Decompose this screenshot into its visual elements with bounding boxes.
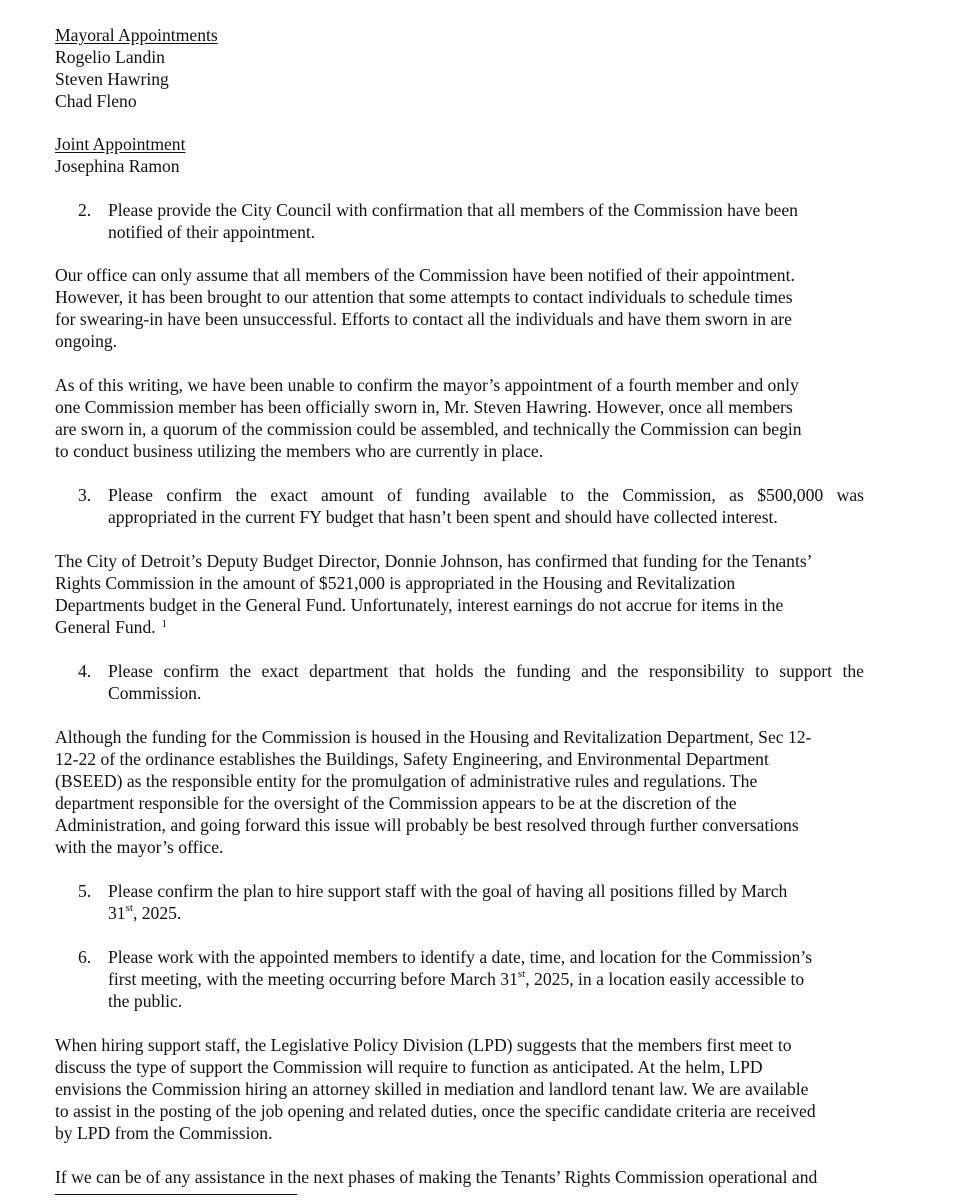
item-text-line: Commission. — [108, 683, 202, 703]
paragraph-line: Administration, and going forward this issue will probably be best resolved through further conversations — [55, 815, 799, 835]
mayoral-appointee-name: Rogelio Landin — [55, 47, 165, 67]
paragraph-line: 12-22 of the ordinance establishes the Buildings, Safety Engineering, and Environmental Department — [55, 749, 769, 769]
paragraph-line: If we can be of any assistance in the next phases of making the Tenants’ Rights Commission operational and — [55, 1167, 818, 1187]
item-text-line: appropriated in the current FY budget that hasn’t been spent and should have collected interest. — [108, 507, 778, 527]
paragraph-line: department responsible for the oversight of the Commission appears to be at the discretion of the — [55, 793, 737, 813]
paragraph-line-text: General Fund. — [55, 617, 156, 637]
item-number: 6. — [78, 947, 92, 967]
joint-appointment-heading: Joint Appointment — [55, 134, 186, 154]
paragraph-line: discuss the type of support the Commission will require to function as anticipated. At the helm, LPD — [55, 1057, 763, 1077]
item-number: 3. — [78, 485, 92, 505]
footnote-separator-rule — [55, 1194, 297, 1195]
paragraph-line: However, it has been brought to our attention that some attempts to contact individuals to schedule times — [55, 287, 793, 307]
item-text-line — [108, 968, 804, 990]
ordinal-suffix: st — [517, 968, 526, 981]
item-number: 5. — [78, 881, 92, 901]
item-text-line: Please confirm the plan to hire support staff with the goal of having all positions filled by March — [108, 881, 788, 901]
paragraph-line: for swearing-in have been unsuccessful. Efforts to contact all the individuals and have them sworn in are — [55, 309, 792, 329]
item-number: 2. — [78, 200, 92, 220]
mayoral-appointments-heading: Mayoral Appointments — [55, 25, 218, 45]
item-text-segment: , 2025, in a location easily accessible to — [525, 969, 805, 989]
paragraph-line: As of this writing, we have been unable to confirm the mayor’s appointment of a fourth member and only — [55, 375, 799, 395]
paragraph-line-with-footnote — [55, 616, 167, 641]
item-text-line — [108, 902, 181, 924]
paragraph-line: Rights Commission in the amount of $521,000 is appropriated in the Housing and Revitalization — [55, 573, 736, 593]
paragraph-line: to assist in the posting of the job opening and related duties, once the specific candidate criteria are received — [55, 1101, 816, 1121]
paragraph-line: one Commission member has been officially sworn in, Mr. Steven Hawring. However, once all members — [55, 397, 793, 417]
paragraph-line: Our office can only assume that all members of the Commission have been notified of their appointment. — [55, 265, 795, 285]
paragraph-line: When hiring support staff, the Legislative Policy Division (LPD) suggests that the members first meet to — [55, 1035, 792, 1055]
item-text-segment: 31 — [108, 903, 126, 923]
mayoral-appointee-name: Steven Hawring — [55, 69, 169, 89]
paragraph-line: envisions the Commission hiring an attorney skilled in mediation and landlord tenant law. We are available — [55, 1079, 809, 1099]
joint-appointee-name: Josephina Ramon — [55, 156, 180, 176]
mayoral-appointee-name: Chad Fleno — [55, 91, 137, 109]
paragraph-line: Departments budget in the General Fund. Unfortunately, interest earnings do not accrue for items in the — [55, 595, 784, 615]
paragraph-line: to conduct business utilizing the members who are currently in place. — [55, 441, 544, 461]
paragraph-line: with the mayor’s office. — [55, 837, 224, 857]
paragraph-line: by LPD from the Commission. — [55, 1123, 273, 1143]
footnote-reference: 1 — [161, 618, 168, 630]
item-text-segment: first meeting, with the meeting occurring before March 31 — [108, 969, 518, 989]
item-text-segment: , 2025. — [132, 903, 182, 923]
paragraph-line: ongoing. — [55, 331, 118, 351]
item-text-line: notified of their appointment. — [108, 222, 316, 242]
item-text-line: Please confirm the exact department that holds the funding and the responsibility to support the — [108, 661, 864, 681]
item-text-line: Please work with the appointed members to identify a date, time, and location for the Commission’s — [108, 947, 813, 967]
paragraph-line: (BSEED) as the responsible entity for the promulgation of administrative rules and regulations. The — [55, 771, 758, 791]
item-text-line: the public. — [108, 991, 183, 1011]
item-text-line: Please provide the City Council with confirmation that all members of the Commission have been — [108, 200, 798, 220]
ordinal-suffix: st — [125, 902, 133, 915]
item-number: 4. — [78, 661, 92, 681]
item-text-line: Please confirm the exact amount of funding available to the Commission, as $500,000 was — [108, 485, 864, 505]
paragraph-line: The City of Detroit’s Deputy Budget Director, Donnie Johnson, has confirmed that funding for the Tenants’ — [55, 551, 813, 571]
paragraph-line: Although the funding for the Commission is housed in the Housing and Revitalization Department, Sec 12- — [55, 727, 812, 747]
paragraph-line: are sworn in, a quorum of the commission could be assembled, and technically the Commission can begin — [55, 419, 802, 439]
